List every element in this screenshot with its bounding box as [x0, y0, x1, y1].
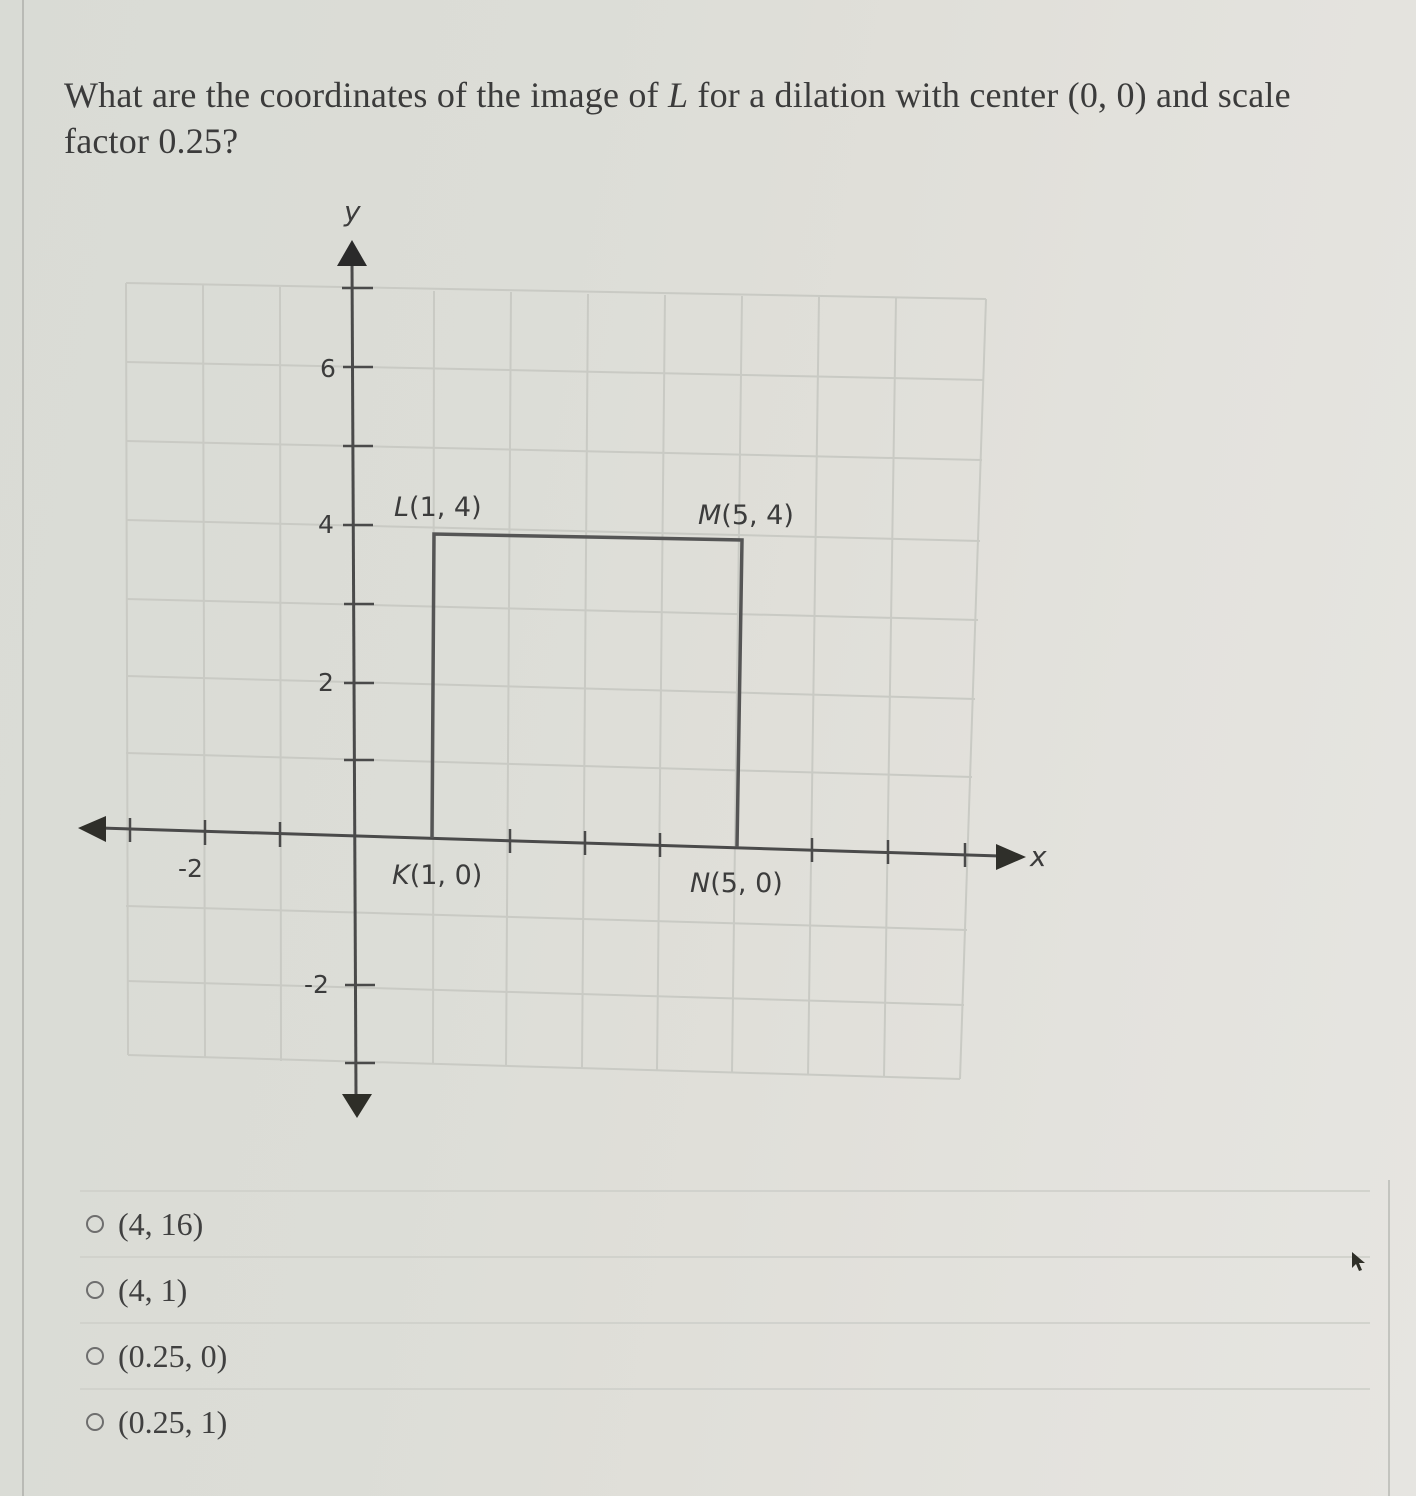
y-tick-2: 2 [318, 668, 334, 697]
y-tick-4: 4 [318, 510, 334, 539]
choice-3[interactable] [80, 1324, 1370, 1388]
divider [80, 1190, 1370, 1192]
answer-choices [80, 1190, 1370, 1454]
divider [80, 1388, 1370, 1390]
divider [80, 1322, 1370, 1324]
point-label-l: L(1, 4) [394, 492, 482, 523]
choice-4[interactable] [80, 1390, 1370, 1454]
choice-label: (4, 16) [118, 1205, 204, 1242]
question-point-name: L [667, 75, 689, 115]
y-tick-6: 6 [320, 354, 336, 383]
x-tick-neg2: -2 [178, 854, 203, 883]
point-label-m: M(5, 4) [698, 500, 794, 531]
y-axis-label: y [344, 195, 361, 228]
divider [80, 1256, 1370, 1258]
choice-1[interactable] [80, 1192, 1370, 1256]
question-text-start: What are the coordinates of the image of [64, 75, 668, 115]
mouse-cursor-icon [1350, 1250, 1368, 1274]
radio-button-icon[interactable] [86, 1347, 104, 1365]
point-label-n: N(5, 0) [690, 868, 783, 899]
x-axis-label: x [1030, 840, 1047, 873]
question-text-end: for a dilation with center (0, 0) and scale factor 0.25? [64, 75, 1291, 161]
choice-label: (0.25, 1) [118, 1403, 228, 1440]
radio-button-icon[interactable] [86, 1215, 104, 1233]
x-axis [78, 816, 1026, 870]
choice-label: (4, 1) [118, 1271, 188, 1308]
y-tick-neg2: -2 [304, 970, 329, 999]
radio-button-icon[interactable] [86, 1281, 104, 1299]
radio-button-icon[interactable] [86, 1413, 104, 1431]
point-label-k: K(1, 0) [392, 860, 483, 891]
choice-label: (0.25, 0) [118, 1337, 228, 1374]
choice-2[interactable] [80, 1258, 1370, 1322]
page-right-border [1388, 1180, 1390, 1496]
grid-lines [126, 283, 986, 1079]
